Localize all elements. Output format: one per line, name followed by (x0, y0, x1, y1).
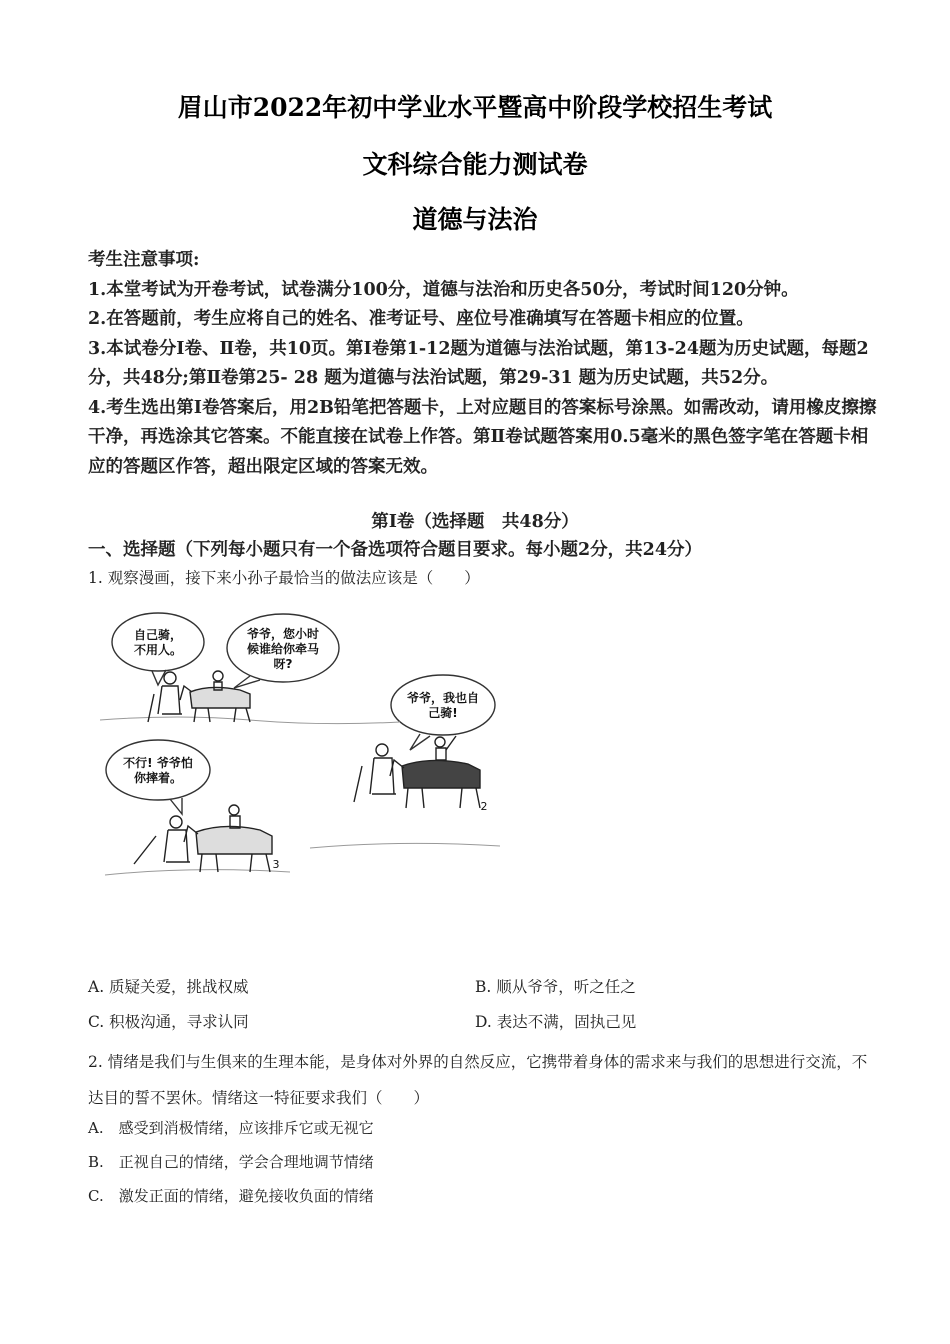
comic-illustration (100, 610, 500, 890)
note-item: 2.在答题前，考生应将自己的姓名、准考证号、座位号准确填写在答题卡相应的位置。 (88, 309, 754, 329)
q2-option-c: C. 激发正面的情绪，避免接收负面的情绪 (88, 1187, 374, 1205)
q1-option-a: A. 质疑关爱，挑战权威 (88, 978, 249, 996)
grandpa-panel-3 (134, 816, 190, 864)
speech-bubble-4 (106, 740, 210, 800)
question-1-stem: 1. 观察漫画，接下来小孙子最恰当的做法应该是（ ） (88, 569, 480, 587)
exam-subtitle: 文科综合能力测试卷 (362, 150, 588, 179)
q1-option-b: B. 顺从爷爷，听之任之 (475, 978, 636, 996)
speech-bubble-1 (112, 613, 204, 671)
q1-option-d: D. 表达不满，固执己见 (475, 1013, 637, 1031)
q2-option-a: A. 感受到消极情绪，应该排斥它或无视它 (88, 1119, 374, 1137)
section-title: 第Ⅰ卷（选择题 共48分） (371, 512, 579, 532)
bubble-4-line: 不行! 爷爷怕 (123, 756, 193, 770)
candidate-notes (88, 246, 878, 482)
bubble-2-line: 呀? (273, 657, 293, 671)
note-item: 4.考生选出第Ⅰ卷答案后，用2B铅笔把答题卡，上对应题目的答案标号涂黑。如需改动，请用橡皮擦擦干净，再选涂其它答案。不能直接在试卷上作答。第Ⅱ卷试题答案用0.5毫米的黑色签字笔在答题卡相应的答题区作答，超出限定区域的答案无效。 (88, 397, 877, 477)
horse-panel-2 (390, 736, 480, 808)
panel-number-2: 2 (480, 800, 488, 813)
question-2-stem: 2. 情绪是我们与生俱来的生理本能，是身体对外界的自然反应，它携带着身体的需求来与我们的思想进行交流，不达目的誓不罢休。情绪这一特征要求我们（ ） (88, 1053, 868, 1107)
bubble-1-line: 不用人。 (133, 643, 183, 657)
subject-title: 道德与法治 (412, 205, 538, 234)
bubble-1-line: 自己骑， (133, 628, 183, 642)
panel-number-3: 3 (272, 858, 280, 871)
grandpa-panel-2 (354, 744, 396, 802)
bubble-3-line: 己骑! (428, 706, 458, 720)
note-item: 1.本堂考试为开卷考试，试卷满分100分，道德与法治和历史各50分，考试时间120分钟。 (88, 279, 799, 300)
q1-option-c: C. 积极沟通，寻求认同 (88, 1013, 249, 1031)
grandpa-panel-1 (148, 672, 182, 722)
bubble-2-line: 爷爷，您小时 (246, 627, 320, 641)
exam-title: 眉山市2022年初中学业水平暨高中阶段学校招生考试 (177, 93, 773, 122)
speech-bubble-3 (391, 675, 495, 735)
bubble-4-line: 你摔着。 (133, 771, 183, 785)
q2-option-b: B. 正视自己的情绪，学会合理地调节情绪 (88, 1153, 374, 1171)
bubble-3-line: 爷爷，我也自 (406, 691, 480, 705)
note-item: 3.本试卷分Ⅰ卷、Ⅱ卷，共10页。第Ⅰ卷第1-12题为道德与法治试题，第13-24题为历史试题，每题2分，共48分;第Ⅱ卷第25- 28 题为道德与法治试题，第29-31 题为历史试题，共52分。 (88, 338, 869, 388)
horse-panel-1 (180, 671, 250, 722)
bubble-2-line: 候谁给你牵马 (246, 642, 320, 656)
notes-heading: 考生注意事项: (88, 250, 200, 270)
horse-panel-3 (184, 805, 272, 872)
part-heading: 一、选择题（下列每小题只有一个备选项符合题目要求。每小题2分，共24分） (88, 540, 703, 560)
